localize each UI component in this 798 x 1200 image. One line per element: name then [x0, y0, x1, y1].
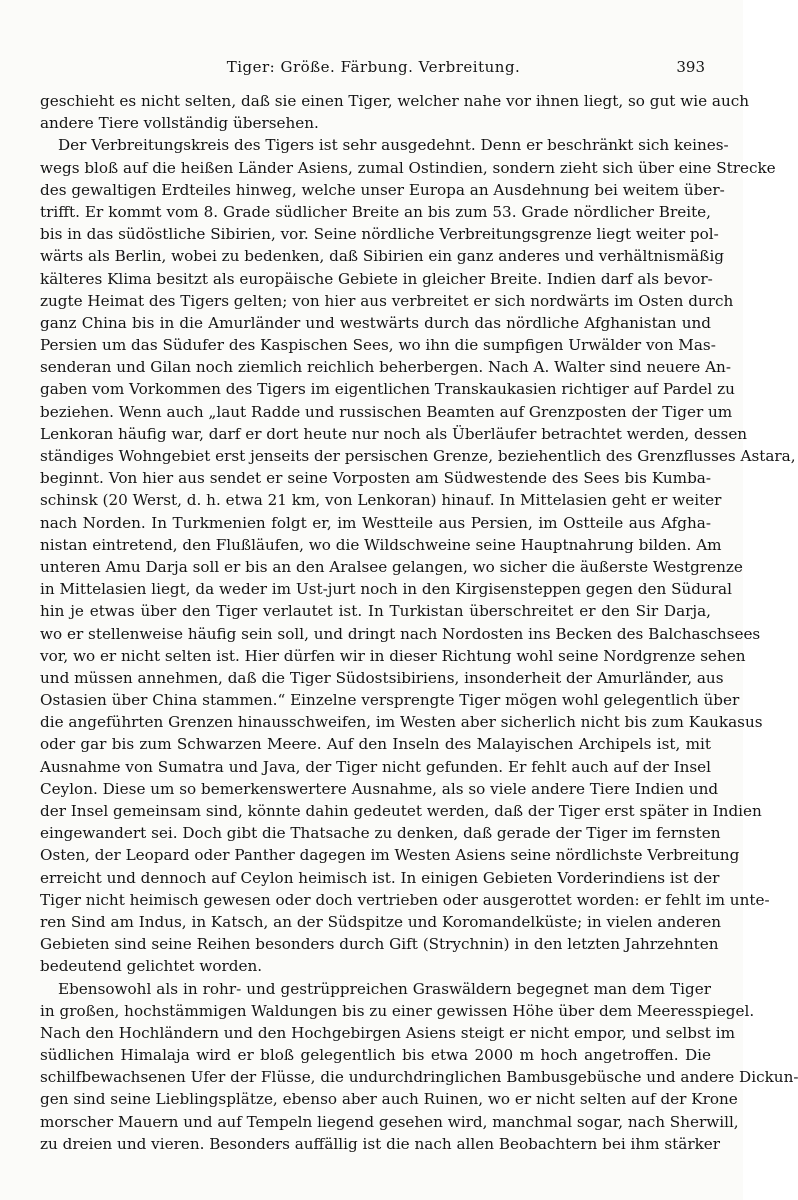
text-line: trifft. Er kommt vom 8. Grade südlicher Breite an bis zum 53. Grade nördlicher Breite,: [40, 202, 711, 221]
body-text: [40, 90, 798, 1155]
text-line: schilfbewachsenen Ufer der Flüsse, die undurchdringlichen Bambusgebüsche und andere Dickun-: [40, 1068, 798, 1087]
text-line: gen sind seine Lieblingsplätze, ebenso aber auch Ruinen, wo er nicht selten auf der Krone: [40, 1090, 738, 1109]
text-line: zu dreien und vieren. Besonders auffällig ist die nach allen Beobachtern bei ihm stärker: [40, 1134, 721, 1153]
text-line: Osten, der Leopard oder Panther dagegen im Westen Asiens seine nördlichste Verbreitung: [40, 846, 740, 865]
running-title: Tiger: Größe. Färbung. Verbreitung.: [226, 58, 521, 76]
text-line: eingewandert sei. Doch gibt die Thatsache zu denken, daß gerade der Tiger im fernsten: [40, 824, 721, 843]
text-line: in großen, hochstämmigen Waldungen bis zu einer gewissen Höhe über dem Meeresspiegel.: [40, 1001, 755, 1020]
text-line: Ostasien über China stammen.“ Einzelne versprengte Tiger mögen wohl gelegentlich über: [40, 691, 740, 710]
text-line: ganz China bis in die Amurländer und westwärts durch das nördliche Afghanistan und: [40, 313, 711, 332]
text-line: Tiger nicht heimisch gewesen oder doch vertrieben oder ausgerottet worden: er fehlt im unte-: [40, 890, 770, 909]
text-line: nistan eintretend, den Flußläufen, wo die Wildschweine seine Hauptnahrung bilden. Am: [40, 535, 722, 554]
text-line: der Insel gemeinsam sind, könnte dahin gedeutet werden, daß der Tiger erst später in Indien: [40, 802, 762, 820]
text-line: die angeführten Grenzen hinausschweifen, im Westen aber sicherlich nicht bis zum Kaukasus: [40, 713, 763, 732]
text-line: wo er stellenweise häufig sein soll, und dringt nach Nordosten ins Becken des Balchaschsees: [40, 624, 761, 643]
text-line: in Mittelasien liegt, da weder im Ust-jurt noch in den Kirgisensteppen gegen den Südural: [40, 580, 732, 599]
text-line: ren Sind am Indus, in Katsch, an der Südspitze und Koromandelküste; in vielen anderen: [40, 912, 721, 931]
text-line: Lenkoran häufig war, darf er dort heute nur noch als Überläufer betrachtet werden, dessen: [40, 424, 748, 443]
text-line: oder gar bis zum Schwarzen Meere. Auf den Inseln des Malayischen Archipels ist, mit: [40, 735, 711, 754]
text-line: des gewaltigen Erdteiles hinweg, welche unser Europa an Ausdehnung bei weitem über-: [40, 180, 725, 199]
text-line: wärts als Berlin, wobei zu bedenken, daß Sibirien ein ganz anderes und verhältnismäßig: [40, 247, 725, 266]
text-line: südlichen Himalaja wird er bloß gelegentlich bis etwa 2000 m hoch angetroffen. Die: [40, 1046, 711, 1065]
text-line: wegs bloß auf die heißen Länder Asiens, zumal Ostindien, sondern zieht sich über eine Strecke: [40, 158, 776, 177]
text-line: senderan und Gilan noch ziemlich reichlich beherbergen. Nach A. Walter sind neuere An-: [40, 358, 731, 377]
text-line: beziehen. Wenn auch „laut Radde und russischen Beamten auf Grenzposten der Tiger um: [40, 402, 733, 421]
text-line: vor, wo er nicht selten ist. Hier dürfen wir in dieser Richtung wohl seine Nordgrenze sehen: [40, 646, 746, 665]
text-line: Der Verbreitungskreis des Tigers ist sehr ausgedehnt. Denn er beschränkt sich keines-: [58, 136, 729, 155]
text-line: morscher Mauern und auf Tempeln liegend gesehen wird, manchmal sogar, nach Sherwill,: [40, 1112, 739, 1131]
paragraph: [40, 978, 798, 1156]
text-line: Gebieten sind seine Reihen besonders durch Gift (Strychnin) in den letzten Jahrzehnten: [40, 935, 719, 954]
text-line: Ceylon. Diese um so bemerkenswertere Ausnahme, als so viele andere Tiere Indien und: [40, 779, 719, 798]
text-line: kälteres Klima besitzt als europäische Gebiete in gleicher Breite. Indien darf als bevor-: [40, 269, 713, 288]
text-line: ständiges Wohngebiet erst jenseits der persischen Grenze, beziehentlich des Grenzflusses Astara,: [40, 447, 796, 465]
text-line: bedeutend gelichtet worden.: [40, 957, 263, 976]
text-line: Persien um das Südufer des Kaspischen Sees, wo ihn die sumpfigen Urwälder von Mas-: [40, 336, 716, 355]
text-line: Nach den Hochländern und den Hochgebirgen Asiens steigt er nicht empor, und selbst im: [40, 1023, 735, 1042]
text-line: und müssen annehmen, daß die Tiger Südostsibiriens, insonderheit der Amurländer, aus: [40, 668, 724, 687]
text-line: beginnt. Von hier aus sendet er seine Vorposten am Südwestende des Sees bis Kumba-: [40, 469, 711, 488]
text-line: unteren Amu Darja soll er bis an den Aralsee gelangen, wo sicher die äußerste Westgrenze: [40, 557, 743, 576]
text-line: erreicht und dennoch auf Ceylon heimisch ist. In einigen Gebieten Vorderindiens ist der: [40, 868, 720, 887]
text-line: gaben vom Vorkommen des Tigers im eigentlichen Transkaukasien richtiger auf Pardel zu: [40, 380, 735, 399]
paragraph: [40, 134, 796, 977]
text-line: bis in das südöstliche Sibirien, vor. Seine nördliche Verbreitungsgrenze liegt weiter pol-: [40, 225, 719, 244]
text-line: Ausnahme von Sumatra und Java, der Tiger nicht gefunden. Er fehlt auch auf der Insel: [40, 757, 711, 776]
text-line: zugte Heimat des Tigers gelten; von hier aus verbreitet er sich nordwärts im Osten durch: [40, 291, 734, 310]
text-line: geschieht es nicht selten, daß sie einen Tiger, welcher nahe vor ihnen liegt, so gut wie auch: [40, 92, 750, 110]
running-head: [42, 58, 705, 82]
text-line: andere Tiere vollständig übersehen.: [40, 114, 319, 133]
text-line: hin je etwas über den Tiger verlautet ist. In Turkistan überschreitet er den Sir Darja,: [40, 602, 711, 621]
text-line: nach Norden. In Turkmenien folgt er, im Westteile aus Persien, im Ostteile aus Afgha-: [40, 513, 711, 532]
page-number: 393: [676, 58, 705, 76]
text-line: Ebensowohl als in rohr- und gestrüppreichen Graswäldern begegnet man dem Tiger: [58, 979, 711, 998]
text-line: schinsk (20 Werst, d. h. etwa 21 km, von Lenkoran) hinauf. In Mittelasien geht er weiter: [40, 491, 722, 510]
paragraph: [40, 90, 750, 134]
